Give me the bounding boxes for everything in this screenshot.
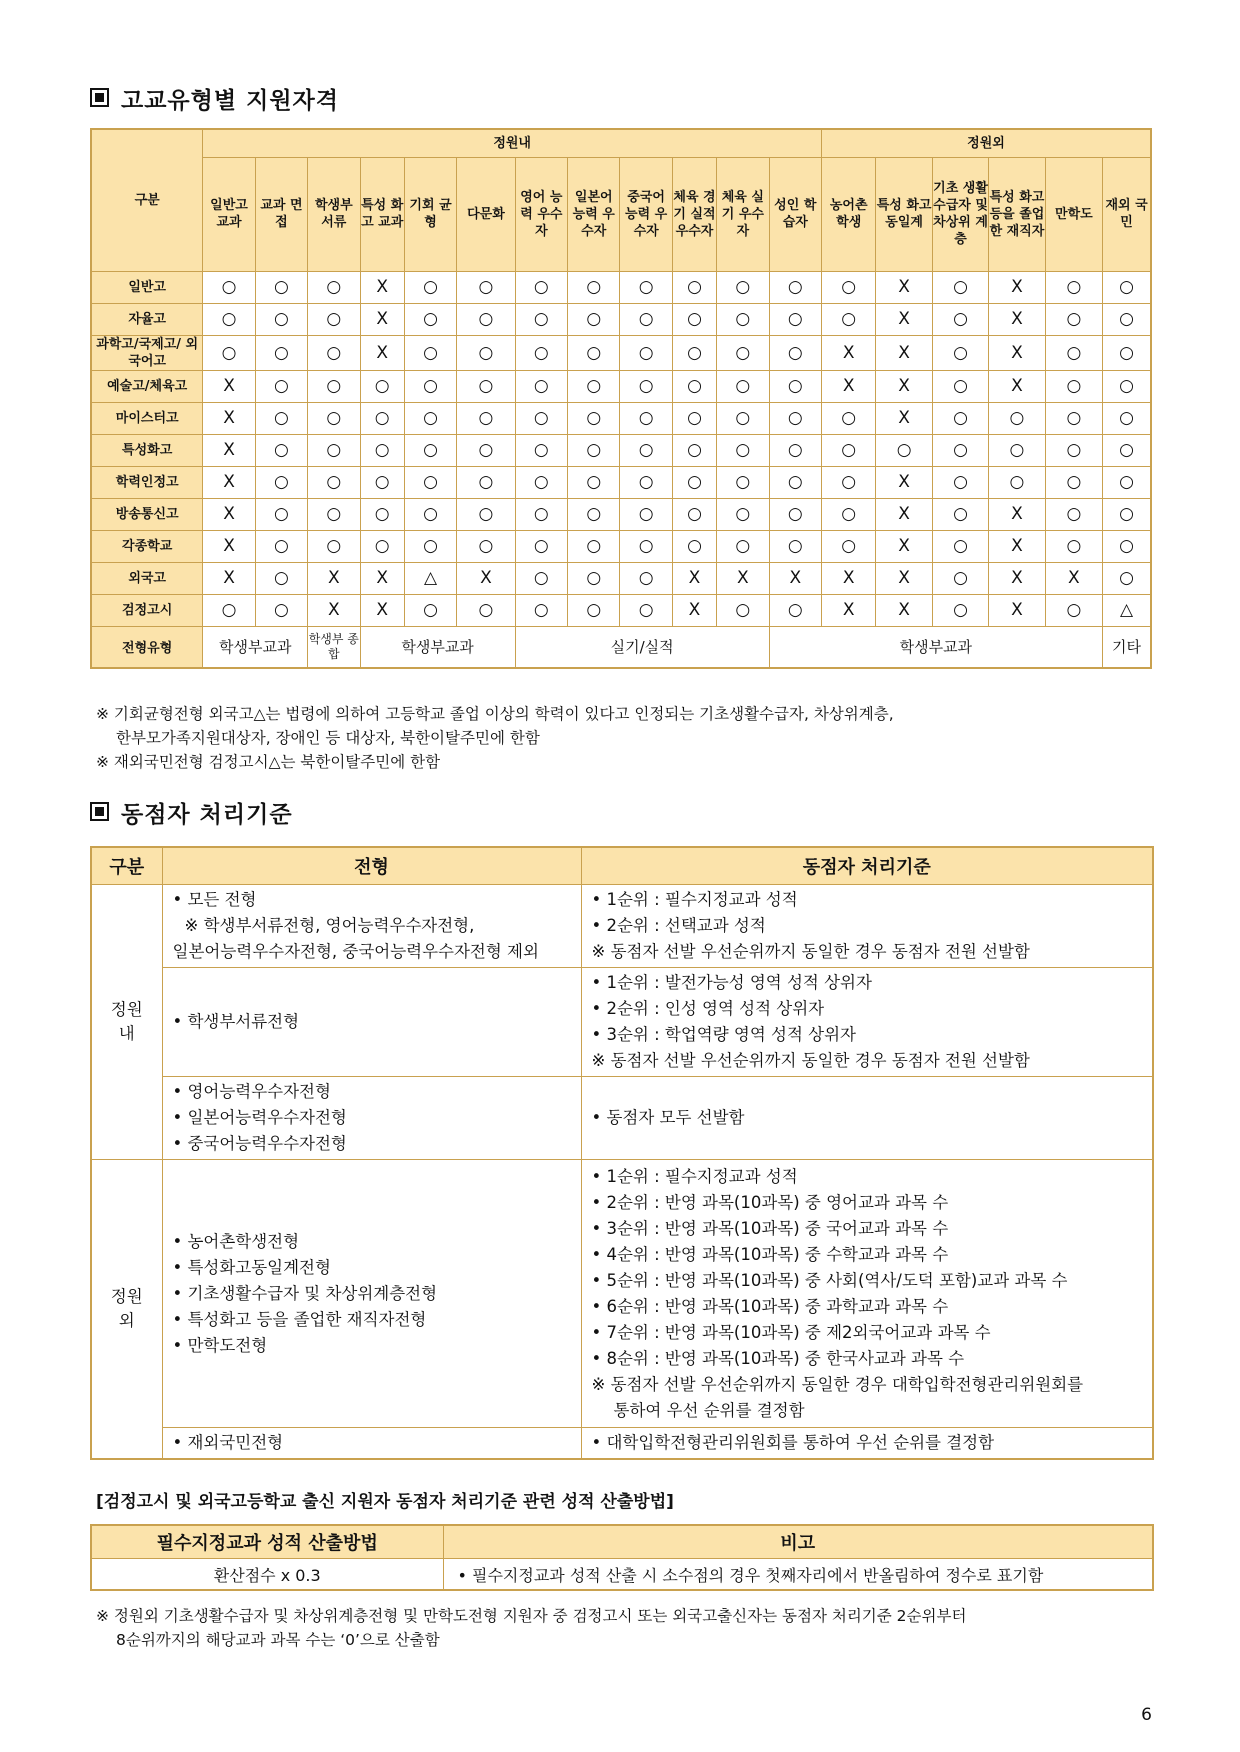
column-header: 학생부 서류 (308, 157, 360, 271)
eligibility-cell: X (989, 271, 1045, 303)
eligibility-cell: ○ (568, 562, 620, 594)
type-cell: 실기/실적 (515, 626, 769, 668)
eligibility-cell: ○ (932, 402, 988, 434)
calc-method-cell: 환산점수 x 0.3 (91, 1559, 443, 1591)
eligibility-cell: ○ (308, 370, 360, 402)
eligibility-cell: ○ (1045, 335, 1102, 370)
square-bullet-icon (90, 802, 109, 821)
eligibility-cell: ○ (672, 303, 716, 335)
eligibility-cell: X (360, 594, 404, 626)
eligibility-cell: ○ (989, 402, 1045, 434)
eligibility-cell: △ (404, 562, 456, 594)
column-header: 체육 실기 우수자 (717, 157, 769, 271)
eligibility-cell: ○ (360, 402, 404, 434)
eligibility-cell: ○ (255, 498, 307, 530)
eligibility-cell: X (876, 271, 932, 303)
eligibility-cell: ○ (769, 466, 821, 498)
eligibility-cell: ○ (717, 271, 769, 303)
eligibility-cell: ○ (989, 434, 1045, 466)
eligibility-cell: ○ (1045, 498, 1102, 530)
eligibility-cell: ○ (404, 303, 456, 335)
type-cell: 학생부교과 (769, 626, 1103, 668)
row-header: 과학고/국제고/ 외국어고 (91, 335, 203, 370)
tie-header-criteria: 동점자 처리기준 (581, 847, 1153, 885)
column-header: 재외 국민 (1103, 157, 1151, 271)
eligibility-cell: X (876, 303, 932, 335)
eligibility-cell: ○ (932, 335, 988, 370)
eligibility-cell: ○ (620, 370, 672, 402)
table-row (91, 271, 1151, 303)
eligibility-cell: ○ (717, 466, 769, 498)
admission-cell: • 학생부서류전형 (162, 968, 581, 1077)
eligibility-cell: ○ (515, 303, 567, 335)
table-row (91, 594, 1151, 626)
eligibility-cell: ○ (255, 562, 307, 594)
column-header: 기초 생활 수급자 및 차상위 계층 (932, 157, 988, 271)
eligibility-cell: ○ (568, 402, 620, 434)
column-header: 특성 화고 교과 (360, 157, 404, 271)
eligibility-cell: ○ (1045, 303, 1102, 335)
eligibility-cell: ○ (769, 530, 821, 562)
page-number: 6 (1141, 1705, 1152, 1725)
calc-header-remark: 비고 (443, 1525, 1153, 1559)
eligibility-cell: ○ (672, 498, 716, 530)
eligibility-cell: X (989, 498, 1045, 530)
section-title-qualification: 고교유형별 지원자격 (90, 82, 339, 115)
eligibility-cell: ○ (360, 466, 404, 498)
eligibility-cell: ○ (989, 466, 1045, 498)
eligibility-cell: X (876, 335, 932, 370)
table-row (91, 303, 1151, 335)
eligibility-cell: ○ (308, 466, 360, 498)
eligibility-cell: X (203, 434, 255, 466)
admission-cell: • 영어능력우수자전형 • 일본어능력우수자전형 • 중국어능력우수자전형 (162, 1077, 581, 1160)
note-line: ※ 기회균형전형 외국고△는 법령에 의하여 고등학교 졸업 이상의 학력이 있다고 인정되는 기초생활수급자, 차상위계층, (96, 705, 894, 723)
eligibility-cell: ○ (568, 370, 620, 402)
column-header: 농어촌 학생 (822, 157, 876, 271)
eligibility-cell: ○ (404, 530, 456, 562)
row-header: 외국고 (91, 562, 203, 594)
eligibility-cell: ○ (672, 402, 716, 434)
eligibility-cell: X (203, 466, 255, 498)
eligibility-cell: X (360, 335, 404, 370)
eligibility-cell: ○ (404, 434, 456, 466)
eligibility-cell: ○ (255, 530, 307, 562)
eligibility-cell: X (203, 402, 255, 434)
eligibility-cell: ○ (932, 562, 988, 594)
row-header: 자율고 (91, 303, 203, 335)
eligibility-cell: ○ (672, 434, 716, 466)
table-row (91, 335, 1151, 370)
eligibility-cell: ○ (1103, 303, 1151, 335)
eligibility-cell: ○ (822, 530, 876, 562)
eligibility-cell: ○ (404, 271, 456, 303)
eligibility-cell: ○ (717, 498, 769, 530)
column-header: 일반고 교과 (203, 157, 255, 271)
eligibility-cell: ○ (769, 335, 821, 370)
eligibility-cell: ○ (404, 594, 456, 626)
eligibility-cell: ○ (308, 271, 360, 303)
criteria-cell: • 대학입학전형관리위원회를 통하여 우선 순위를 결정함 (581, 1428, 1153, 1460)
eligibility-cell: ○ (203, 594, 255, 626)
eligibility-cell: X (457, 562, 515, 594)
eligibility-cell: ○ (255, 303, 307, 335)
eligibility-cell: ○ (620, 594, 672, 626)
row-header: 마이스터고 (91, 402, 203, 434)
eligibility-cell: ○ (717, 303, 769, 335)
admission-cell: • 모든 전형 ※ 학생부서류전형, 영어능력우수자전형, 일본어능력우수자전형, 중국어능력우수자전형 제외 (162, 885, 581, 968)
table-row (91, 562, 1151, 594)
table-row (91, 498, 1151, 530)
eligibility-cell: ○ (404, 335, 456, 370)
eligibility-cell: ○ (822, 402, 876, 434)
eligibility-cell: ○ (457, 370, 515, 402)
corner-header: 구분 (91, 129, 203, 271)
group-header-out: 정원외 (822, 129, 1152, 157)
table-row (91, 434, 1151, 466)
eligibility-cell: ○ (620, 402, 672, 434)
eligibility-cell: ○ (769, 498, 821, 530)
table-row (91, 402, 1151, 434)
calc-subtitle: [검정고시 및 외국고등학교 출신 지원자 동점자 처리기준 관련 성적 산출방법] (96, 1492, 674, 1512)
row-header: 방송통신고 (91, 498, 203, 530)
eligibility-cell: X (989, 562, 1045, 594)
eligibility-cell: X (308, 594, 360, 626)
eligibility-cell: ○ (308, 402, 360, 434)
column-header: 만학도 (1045, 157, 1102, 271)
eligibility-cell: ○ (672, 271, 716, 303)
eligibility-cell: ○ (360, 530, 404, 562)
eligibility-cell: ○ (620, 466, 672, 498)
note-line: 한부모가족지원대상자, 장애인 등 대상자, 북한이탈주민에 한함 (116, 729, 540, 747)
eligibility-cell: ○ (1045, 271, 1102, 303)
eligibility-cell: ○ (1045, 594, 1102, 626)
eligibility-cell: ○ (1045, 370, 1102, 402)
note-line: ※ 재외국민전형 검정고시△는 북한이탈주민에 한함 (96, 753, 441, 771)
qualification-notes (96, 702, 894, 774)
eligibility-cell: ○ (822, 498, 876, 530)
tie-header-admission: 전형 (162, 847, 581, 885)
eligibility-cell: ○ (769, 434, 821, 466)
eligibility-cell: X (822, 335, 876, 370)
eligibility-cell: ○ (672, 370, 716, 402)
eligibility-cell: ○ (620, 530, 672, 562)
type-cell: 학생부교과 (360, 626, 515, 668)
eligibility-cell: ○ (203, 303, 255, 335)
eligibility-cell: ○ (932, 594, 988, 626)
eligibility-cell: X (769, 562, 821, 594)
eligibility-cell: ○ (1103, 335, 1151, 370)
eligibility-cell: X (672, 594, 716, 626)
eligibility-cell: ○ (1103, 271, 1151, 303)
eligibility-cell: X (717, 562, 769, 594)
row-header: 일반고 (91, 271, 203, 303)
eligibility-cell: ○ (404, 402, 456, 434)
eligibility-cell: X (203, 498, 255, 530)
eligibility-cell: ○ (932, 498, 988, 530)
eligibility-cell: ○ (822, 271, 876, 303)
column-header: 다문화 (457, 157, 515, 271)
admission-cell: • 재외국민전형 (162, 1428, 581, 1460)
eligibility-cell: ○ (360, 498, 404, 530)
table-row (91, 466, 1151, 498)
eligibility-cell: ○ (672, 530, 716, 562)
eligibility-cell: ○ (717, 530, 769, 562)
type-row-label: 전형유형 (91, 626, 203, 668)
eligibility-cell: X (876, 594, 932, 626)
eligibility-cell: ○ (1103, 530, 1151, 562)
eligibility-cell: X (876, 562, 932, 594)
eligibility-cell: X (672, 562, 716, 594)
eligibility-cell: ○ (620, 498, 672, 530)
eligibility-cell: X (989, 370, 1045, 402)
calc-remark-cell: • 필수지정교과 성적 산출 시 소수점의 경우 첫째자리에서 반올림하여 정수로 표기함 (443, 1559, 1153, 1591)
eligibility-cell: ○ (360, 434, 404, 466)
eligibility-cell: ○ (255, 271, 307, 303)
eligibility-cell: X (360, 562, 404, 594)
eligibility-cell: X (308, 562, 360, 594)
eligibility-cell: ○ (932, 530, 988, 562)
eligibility-cell: ○ (620, 335, 672, 370)
tie-header-category: 구분 (91, 847, 162, 885)
eligibility-cell: ○ (568, 434, 620, 466)
criteria-cell: • 1순위 : 발전가능성 영역 성적 상위자 • 2순위 : 인성 영역 성적 상위자 • 3순위 : 학업역량 영역 성적 상위자 ※ 동점자 선발 우선순위까지 동일한 경우 동점자 전원 선발함 (581, 968, 1153, 1077)
eligibility-cell: ○ (308, 434, 360, 466)
eligibility-cell: ○ (932, 370, 988, 402)
eligibility-cell: X (203, 370, 255, 402)
eligibility-cell: ○ (457, 271, 515, 303)
eligibility-cell: ○ (1045, 402, 1102, 434)
eligibility-cell: ○ (932, 466, 988, 498)
eligibility-cell: ○ (1045, 434, 1102, 466)
eligibility-cell: ○ (255, 466, 307, 498)
eligibility-cell: ○ (404, 498, 456, 530)
eligibility-cell: ○ (822, 303, 876, 335)
square-bullet-icon (90, 88, 109, 107)
eligibility-cell: ○ (1045, 466, 1102, 498)
eligibility-cell: ○ (568, 466, 620, 498)
eligibility-cell: ○ (457, 402, 515, 434)
eligibility-cell: ○ (620, 562, 672, 594)
eligibility-cell: X (360, 303, 404, 335)
note-line: ※ 정원외 기초생활수급자 및 차상위계층전형 및 만학도전형 지원자 중 검정고시 또는 외국고출신자는 동점자 처리기준 2순위부터 (96, 1607, 967, 1625)
eligibility-cell: ○ (717, 370, 769, 402)
eligibility-cell: ○ (568, 303, 620, 335)
eligibility-cell: ○ (515, 530, 567, 562)
eligibility-cell: ○ (457, 434, 515, 466)
eligibility-cell: ○ (457, 594, 515, 626)
eligibility-cell: ○ (568, 530, 620, 562)
eligibility-cell: ○ (620, 303, 672, 335)
criteria-cell: • 동점자 모두 선발함 (581, 1077, 1153, 1160)
eligibility-cell: ○ (515, 562, 567, 594)
eligibility-cell: ○ (515, 594, 567, 626)
column-header: 일본어 능력 우수자 (568, 157, 620, 271)
eligibility-cell: X (360, 271, 404, 303)
eligibility-cell: ○ (932, 303, 988, 335)
eligibility-cell: X (989, 530, 1045, 562)
eligibility-cell: ○ (1045, 530, 1102, 562)
group-header-in: 정원내 (203, 129, 822, 157)
eligibility-cell: X (876, 402, 932, 434)
eligibility-cell: X (876, 498, 932, 530)
eligibility-cell: ○ (672, 466, 716, 498)
eligibility-cell: ○ (568, 498, 620, 530)
eligibility-cell: ○ (568, 594, 620, 626)
eligibility-cell: ○ (568, 335, 620, 370)
eligibility-cell: ○ (255, 434, 307, 466)
eligibility-cell: ○ (717, 594, 769, 626)
eligibility-cell: ○ (672, 335, 716, 370)
tie-break-table (90, 846, 1154, 1460)
column-header: 중국어 능력 우수자 (620, 157, 672, 271)
eligibility-cell: ○ (515, 271, 567, 303)
group-in-cell: 정원 내 (91, 885, 162, 1160)
type-cell: 기타 (1103, 626, 1151, 668)
eligibility-cell: ○ (1103, 434, 1151, 466)
note-line: 8순위까지의 해당교과 과목 수는 ‘0’으로 산출함 (116, 1631, 440, 1649)
eligibility-cell: ○ (769, 370, 821, 402)
eligibility-cell: ○ (515, 466, 567, 498)
row-header: 예술고/체육고 (91, 370, 203, 402)
column-header: 체육 경기 실적 우수자 (672, 157, 716, 271)
table-row (91, 370, 1151, 402)
eligibility-cell: X (876, 370, 932, 402)
eligibility-cell: ○ (457, 530, 515, 562)
eligibility-cell: ○ (769, 271, 821, 303)
row-header: 검정고시 (91, 594, 203, 626)
type-cell: 학생부교과 (203, 626, 308, 668)
eligibility-cell: ○ (822, 434, 876, 466)
eligibility-cell: ○ (308, 335, 360, 370)
row-header: 학력인정고 (91, 466, 203, 498)
eligibility-cell: ○ (932, 271, 988, 303)
column-header: 특성 화고 등을 졸업한 재직자 (989, 157, 1045, 271)
eligibility-cell: ○ (568, 271, 620, 303)
eligibility-cell: ○ (515, 370, 567, 402)
eligibility-cell: ○ (620, 434, 672, 466)
eligibility-cell: ○ (1103, 562, 1151, 594)
eligibility-cell: ○ (457, 498, 515, 530)
eligibility-cell: ○ (404, 370, 456, 402)
eligibility-cell: ○ (717, 402, 769, 434)
criteria-cell: • 1순위 : 필수지정교과 성적 • 2순위 : 선택교과 성적 ※ 동점자 선발 우선순위까지 동일한 경우 동점자 전원 선발함 (581, 885, 1153, 968)
eligibility-cell: ○ (620, 271, 672, 303)
group-out-cell: 정원 외 (91, 1160, 162, 1460)
eligibility-cell: X (876, 466, 932, 498)
column-header: 성인 학습자 (769, 157, 821, 271)
calc-header-method: 필수지정교과 성적 산출방법 (91, 1525, 443, 1559)
type-cell: 학생부 종합 (308, 626, 360, 668)
eligibility-cell: ○ (769, 402, 821, 434)
eligibility-cell: ○ (308, 303, 360, 335)
eligibility-cell: X (989, 335, 1045, 370)
eligibility-cell: ○ (404, 466, 456, 498)
calc-table (90, 1524, 1154, 1591)
eligibility-cell: ○ (360, 370, 404, 402)
eligibility-cell: ○ (876, 434, 932, 466)
eligibility-cell: △ (1103, 594, 1151, 626)
criteria-cell: • 1순위 : 필수지정교과 성적 • 2순위 : 반영 과목(10과목) 중 영어교과 과목 수 • 3순위 : 반영 과목(10과목) 중 국어교과 과목 수 • 4순위 : 반영 과목(10과목) 중 수학교과 과목 수 • 5순위 : 반영 과목(10과목) 중 사회(역사/도덕 포함)교과 과목 수 • 6순위 : 반영 과목(10과목) 중 과학교과 과목 수 • 7순위 : 반영 과목(10과목) 중 제2외국어교과 과목 수 • 8순위 : 반영 과목(10과목) 중 한국사교과 과목 수 ※ 동점자 선발 우선순위까지 동일한 경우 대학입학전형관리위원회를 통하여 우선 순위를 결정함 (581, 1160, 1153, 1428)
eligibility-cell: ○ (769, 303, 821, 335)
eligibility-cell: ○ (515, 335, 567, 370)
eligibility-cell: ○ (308, 498, 360, 530)
eligibility-cell: X (989, 594, 1045, 626)
eligibility-cell: ○ (457, 335, 515, 370)
admission-cell: • 농어촌학생전형 • 특성화고동일계전형 • 기초생활수급자 및 차상위계층전형 • 특성화고 등을 졸업한 재직자전형 • 만학도전형 (162, 1160, 581, 1428)
eligibility-cell: ○ (932, 434, 988, 466)
eligibility-cell: ○ (515, 498, 567, 530)
eligibility-cell: ○ (457, 303, 515, 335)
eligibility-cell: ○ (255, 402, 307, 434)
eligibility-cell: ○ (308, 530, 360, 562)
eligibility-cell: X (876, 530, 932, 562)
eligibility-cell: ○ (203, 335, 255, 370)
eligibility-cell: ○ (769, 594, 821, 626)
eligibility-cell: X (989, 303, 1045, 335)
eligibility-cell: X (203, 562, 255, 594)
row-header: 특성화고 (91, 434, 203, 466)
eligibility-cell: ○ (1103, 370, 1151, 402)
eligibility-cell: ○ (255, 335, 307, 370)
section-title-tie: 동점자 처리기준 (90, 796, 293, 829)
eligibility-cell: ○ (1103, 498, 1151, 530)
eligibility-cell: ○ (1103, 466, 1151, 498)
eligibility-cell: X (822, 594, 876, 626)
column-header: 교과 면접 (255, 157, 307, 271)
row-header: 각종학교 (91, 530, 203, 562)
eligibility-cell: X (822, 562, 876, 594)
eligibility-cell: ○ (717, 434, 769, 466)
eligibility-cell: X (1045, 562, 1102, 594)
column-header: 기회 균형 (404, 157, 456, 271)
eligibility-cell: ○ (1103, 402, 1151, 434)
eligibility-cell: ○ (717, 335, 769, 370)
eligibility-cell: ○ (203, 271, 255, 303)
eligibility-cell: ○ (457, 466, 515, 498)
eligibility-cell: X (822, 370, 876, 402)
eligibility-cell: ○ (255, 370, 307, 402)
column-header: 영어 능력 우수자 (515, 157, 567, 271)
table-row (91, 530, 1151, 562)
eligibility-cell: ○ (822, 466, 876, 498)
eligibility-cell: ○ (255, 594, 307, 626)
eligibility-cell: ○ (515, 434, 567, 466)
calc-notes (96, 1604, 966, 1652)
qualification-table (90, 128, 1152, 669)
eligibility-cell: ○ (515, 402, 567, 434)
eligibility-cell: X (203, 530, 255, 562)
column-header: 특성 화고 동일계 (876, 157, 932, 271)
